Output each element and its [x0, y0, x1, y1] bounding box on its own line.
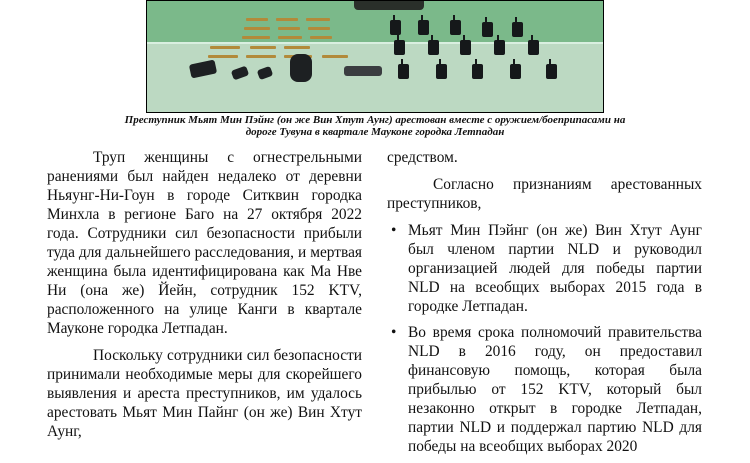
- ammo-row: [308, 27, 330, 30]
- radio-item: [472, 64, 483, 79]
- radio-item: [460, 40, 471, 55]
- ammo-row: [322, 55, 348, 58]
- ammo-row: [242, 36, 270, 39]
- radio-item: [390, 20, 401, 35]
- radio-item: [482, 22, 493, 37]
- radio-item: [546, 64, 557, 79]
- bullet-list: [387, 221, 702, 456]
- news-photo: [146, 0, 604, 113]
- caption-line-1: Преступник Мьят Мин Пэйнг (он же Вин Хтут Аунг) арестован вместе с оружием/боеприпасами на: [124, 114, 626, 126]
- radio-item: [510, 64, 521, 79]
- radio-item: [436, 64, 447, 79]
- radio-item: [398, 64, 409, 79]
- radio-item: [394, 40, 405, 55]
- body-paragraph: Поскольку сотрудники сил безопасности принимали необходимые меры для скорейшего выявления и ареста преступников, им удалось арестовать Мьят Мин Пайнг (он же) Вин Хтут Аунг,: [47, 347, 362, 440]
- list-item: [387, 323, 702, 456]
- radio-item: [512, 22, 523, 37]
- right-column: [387, 148, 702, 463]
- photo-caption: [60, 114, 690, 138]
- list-item: [387, 221, 702, 316]
- ammo-row: [210, 46, 240, 49]
- body-paragraph: Труп женщины с огнестрельными ранениями был найден недалеко от деревни Ньяунг-Ни-Гоун в городе Ситквин городка Минхла в регионе Баго на 27 октября 2022 года. Сотрудники сил безопасности прибыли туда для дальнейшего расследования, и мертвая женщина была идентифицирована как Ма Нве Ни (она же) Йейн, сотрудник 152 KTV, расположенного на улице Канги в квартале Мауконе городка Летпадан.: [47, 149, 362, 337]
- radio-item: [418, 20, 429, 35]
- pistol-item: [344, 66, 382, 76]
- radio-item: [528, 40, 539, 55]
- intro-paragraph: Согласно признаниям арестованных преступников,: [387, 176, 702, 212]
- ammo-row: [306, 18, 330, 21]
- radio-item: [450, 20, 461, 35]
- bullet-text: Мьят Мин Пэйнг (он же) Вин Хтут Аунг был членом партии NLD и руководил организацией людей для победы партии NLD на всеобщих выборах 2015 года в городке Летпадан.: [408, 222, 702, 315]
- continuation-text: средством.: [387, 149, 458, 166]
- bullet-symbol: •: [391, 324, 397, 341]
- caption-line-2: дороге Тувуна в квартале Мауконе городка Летпадан: [245, 126, 505, 138]
- ammo-row: [244, 27, 270, 30]
- holster-item: [290, 54, 312, 82]
- left-column: [47, 148, 362, 441]
- ammo-row: [278, 27, 300, 30]
- ammo-row: [278, 36, 302, 39]
- bullet-text: Во время срока полномочий правительства NLD в 2016 году, он предоставил финансовую помощь, которая была прибылью от 152 KTV, который был незаконно открыт в городке Летпадан, партии NLD и поддержал партию NLD для победы на всеобщих выборах 2020: [408, 324, 702, 455]
- ammo-row: [310, 36, 332, 39]
- ammo-row: [276, 18, 298, 21]
- photo-person: [354, 0, 424, 10]
- ammo-row: [246, 18, 268, 21]
- bullet-symbol: •: [391, 222, 397, 239]
- radio-item: [428, 40, 439, 55]
- radio-item: [494, 40, 505, 55]
- ammo-row: [208, 55, 238, 58]
- ammo-row: [250, 46, 276, 49]
- ammo-row: [284, 46, 310, 49]
- ammo-row: [246, 55, 276, 58]
